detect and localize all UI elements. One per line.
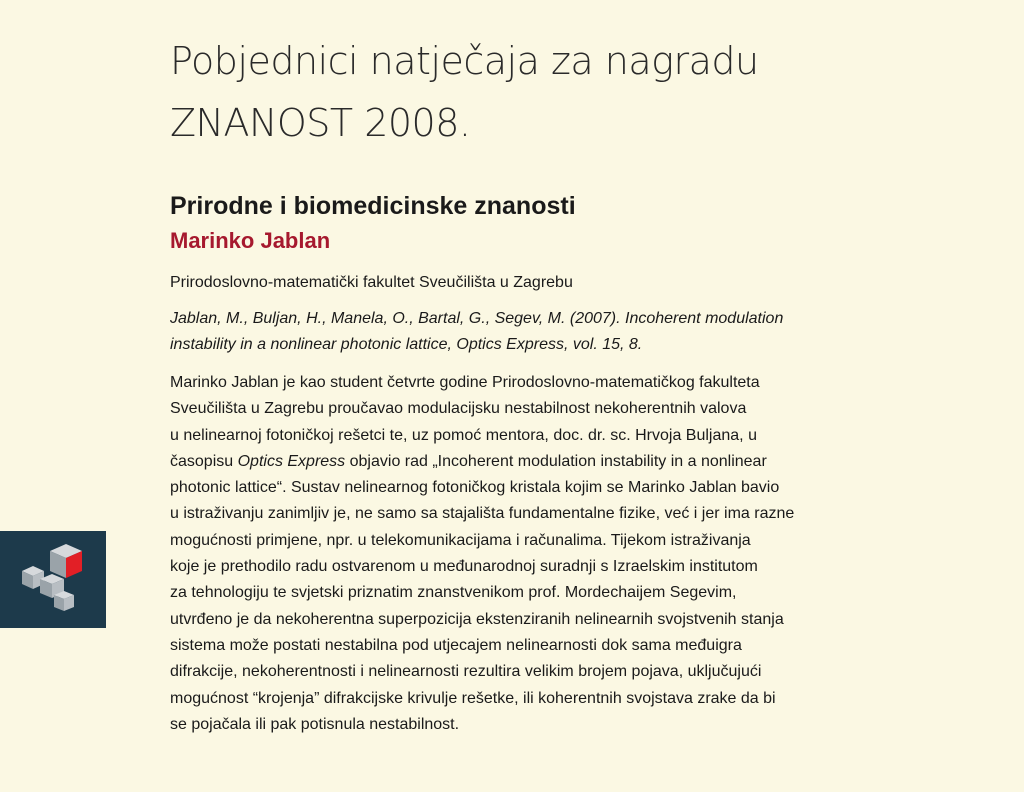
- description-line: utvrđeno je da nekoherentna superpozicija ekstenziranih nelinearnih svojstvenih stanja: [170, 610, 784, 628]
- description-line: difrakcije, nekoherentnosti i nelinearnosti rezultira velikim brojem pojava, uključujući: [170, 663, 762, 681]
- description-line: Marinko Jablan je kao student četvrte godine Prirodoslovno-matematičkog fakulteta: [170, 374, 760, 391]
- winner-affiliation: Prirodoslovno-matematički fakultet Sveučilišta u Zagrebu: [170, 274, 573, 291]
- cubes-logo-graphic: [0, 531, 106, 628]
- description-line: mogućnosti primjene, npr. u telekomunikacijama i računalima. Tijekom istraživanja: [170, 531, 751, 549]
- journal-name: Optics Express: [237, 452, 346, 470]
- description-line: Sveučilišta u Zagrebu proučavao modulacijsku nestabilnost nekoherentnih valova: [170, 400, 747, 418]
- description-line: sistema može postati nestabilna pod utjecajem nelinearnosti dok sama međuigra: [170, 636, 742, 654]
- citation-line-1: Jablan, M., Buljan, H., Manela, O., Bartal, G., Segev, M. (2007). Incoherent modulation: [170, 310, 784, 327]
- description-line: [170, 449, 940, 475]
- description-line-4-post: objavio rad „Incoherent modulation instability in a nonlinear: [345, 452, 767, 470]
- description-line: se pojačala ili pak potisnula nestabilnost.: [170, 715, 460, 733]
- cubes-logo-icon: [0, 531, 106, 628]
- description-line: za tehnologiju te svjetski priznatim znanstvenikom prof. Mordechaijem Segevim,: [170, 584, 737, 602]
- description-line: u nelinearnoj fotoničkoj rešetci te, uz pomoć mentora, doc. dr. sc. Hrvoja Buljana, u: [170, 426, 757, 444]
- description-paragraph: [170, 370, 940, 738]
- publication-citation: [170, 306, 940, 358]
- description-line-4-pre: časopisu: [170, 452, 238, 470]
- description-line: koje je prethodilo radu ostvarenom u međunarodnoj suradnji s Izraelskim institutom: [170, 558, 758, 576]
- page-title: [170, 30, 940, 154]
- description-line: u istraživanju zanimljiv je, ne samo sa stajališta fundamentalne fizike, već i jer ima razne: [170, 505, 795, 523]
- winner-name: Marinko Jablan: [170, 228, 331, 253]
- page-title-line-1: Pobjednici natječaja za nagradu: [170, 39, 759, 83]
- document-content: [170, 30, 940, 738]
- page-title-line-2: ZNANOST 2008.: [170, 101, 471, 145]
- description-line: photonic lattice“. Sustav nelinearnog fotoničkog kristala kojim se Marinko Jablan bavio: [170, 479, 780, 497]
- description-line: mogućnost “krojenja” difrakcijske krivulje rešetke, ili koherentnih svojstava zrake da bi: [170, 689, 776, 707]
- citation-line-2: instability in a nonlinear photonic lattice, Optics Express, vol. 15, 8.: [170, 336, 643, 353]
- section-heading: Prirodne i biomedicinske znanosti: [170, 192, 576, 220]
